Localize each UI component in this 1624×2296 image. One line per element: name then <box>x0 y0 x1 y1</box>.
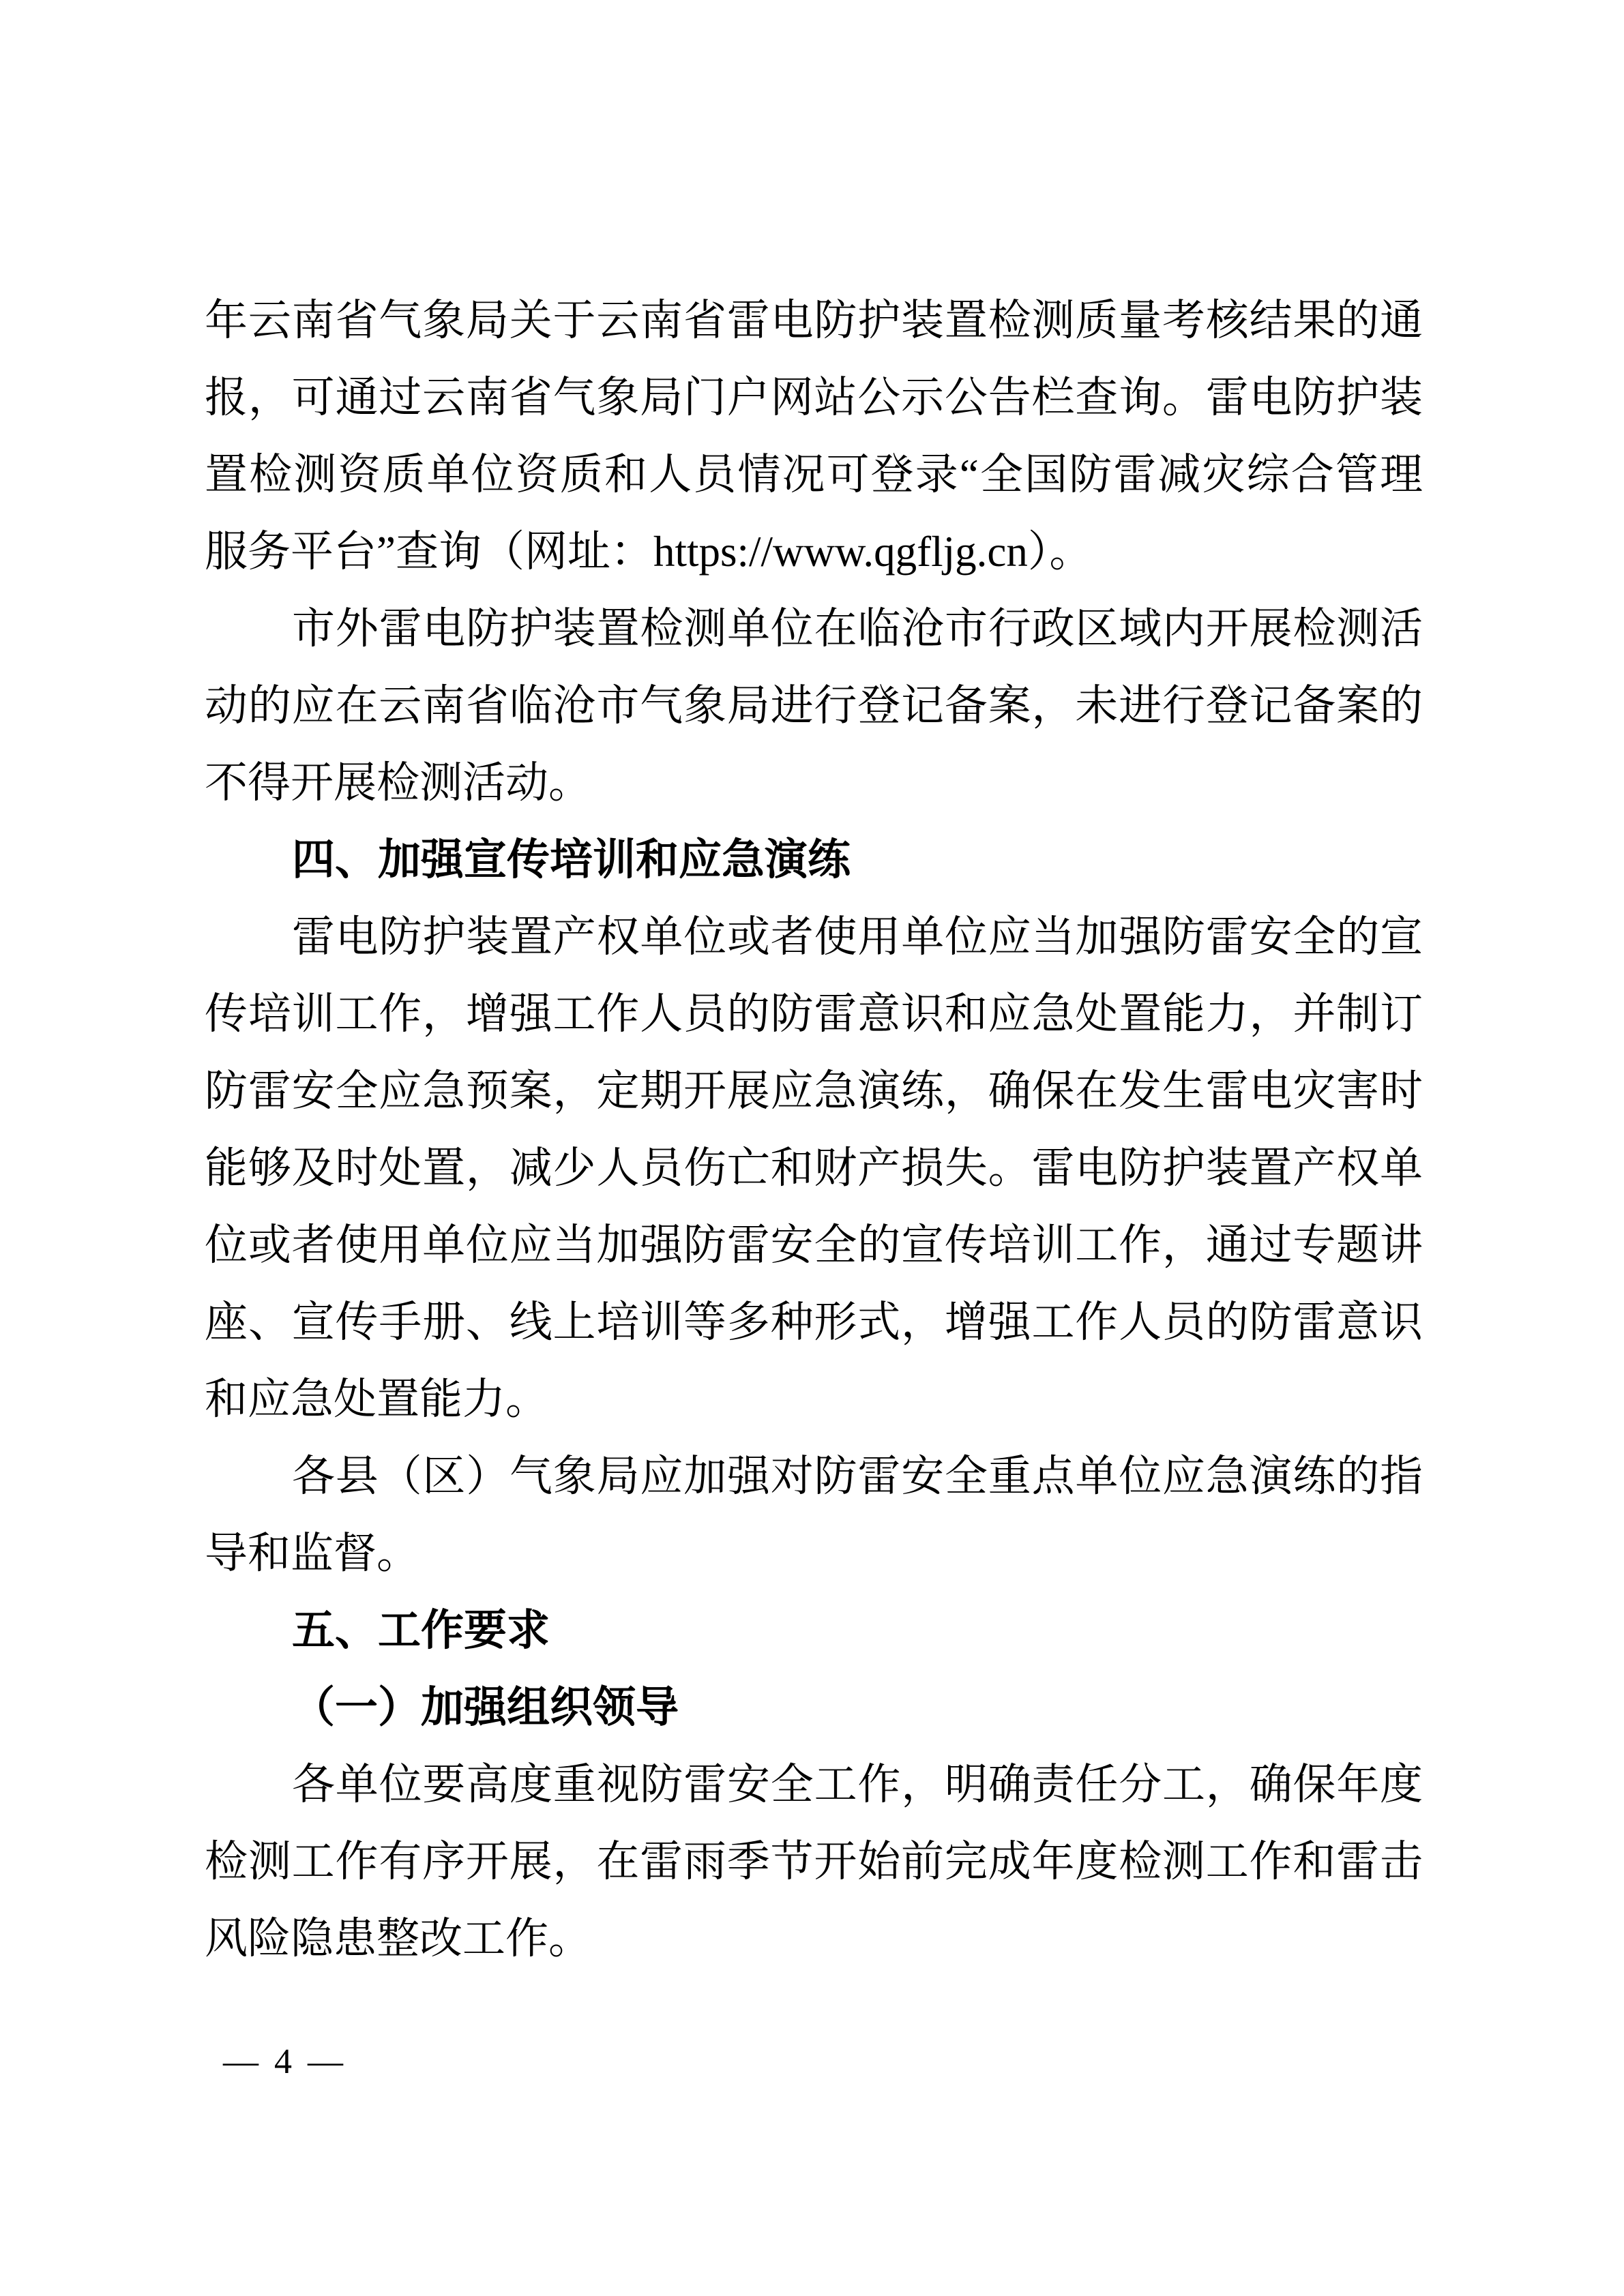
paragraph-line: 座、宣传手册、线上培训等多种形式，增强工作人员的防雷意识 <box>205 1298 1423 1346</box>
paragraph-line: 风险隐患整改工作。 <box>205 1915 591 1963</box>
page-number: — 4 — <box>223 2042 343 2081</box>
subsection-heading-1: （一）加强组织领导 <box>292 1684 679 1731</box>
paragraph-line: 雷电防护装置产权单位或者使用单位应当加强防雷安全的宣 <box>292 913 1423 961</box>
section-heading-4: 四、加强宣传培训和应急演练 <box>292 836 851 884</box>
paragraph-line: 能够及时处置，减少人员伤亡和财产损失。雷电防护装置产权单 <box>205 1144 1423 1192</box>
paragraph-line: 置检测资质单位资质和人员情况可登录“全国防雷减灾综合管理 <box>205 451 1423 498</box>
paragraph-line: 防雷安全应急预案，定期开展应急演练，确保在发生雷电灾害时 <box>205 1067 1423 1115</box>
paragraph-line: 市外雷电防护装置检测单位在临沧市行政区域内开展检测活 <box>292 605 1423 653</box>
paragraph-line: 各单位要高度重视防雷安全工作，明确责任分工，确保年度 <box>292 1761 1423 1808</box>
text-block <box>205 282 1423 1978</box>
paragraph-line: 动的应在云南省临沧市气象局进行登记备案，未进行登记备案的 <box>205 682 1423 730</box>
paragraph-line: 报，可通过云南省气象局门户网站公示公告栏查询。雷电防护装 <box>205 374 1423 421</box>
paragraph-line-with-url: 服务平台”查询（网址：https://www.qgfljg.cn）。 <box>205 528 1093 576</box>
paragraph-line: 传培训工作，增强工作人员的防雷意识和应急处置能力，并制订 <box>205 990 1423 1038</box>
paragraph-line: 年云南省气象局关于云南省雷电防护装置检测质量考核结果的通 <box>205 297 1423 344</box>
paragraph-line: 导和监督。 <box>205 1530 419 1577</box>
paragraph-line: 检测工作有序开展，在雷雨季节开始前完成年度检测工作和雷击 <box>205 1838 1423 1885</box>
paragraph-line: 各县（区）气象局应加强对防雷安全重点单位应急演练的指 <box>292 1452 1423 1500</box>
section-heading-5: 五、工作要求 <box>292 1607 550 1654</box>
paragraph-line: 不得开展检测活动。 <box>205 759 591 807</box>
paragraph-line: 和应急处置能力。 <box>205 1375 548 1423</box>
paragraph-line: 位或者使用单位应当加强防雷安全的宣传培训工作，通过专题讲 <box>205 1221 1423 1269</box>
